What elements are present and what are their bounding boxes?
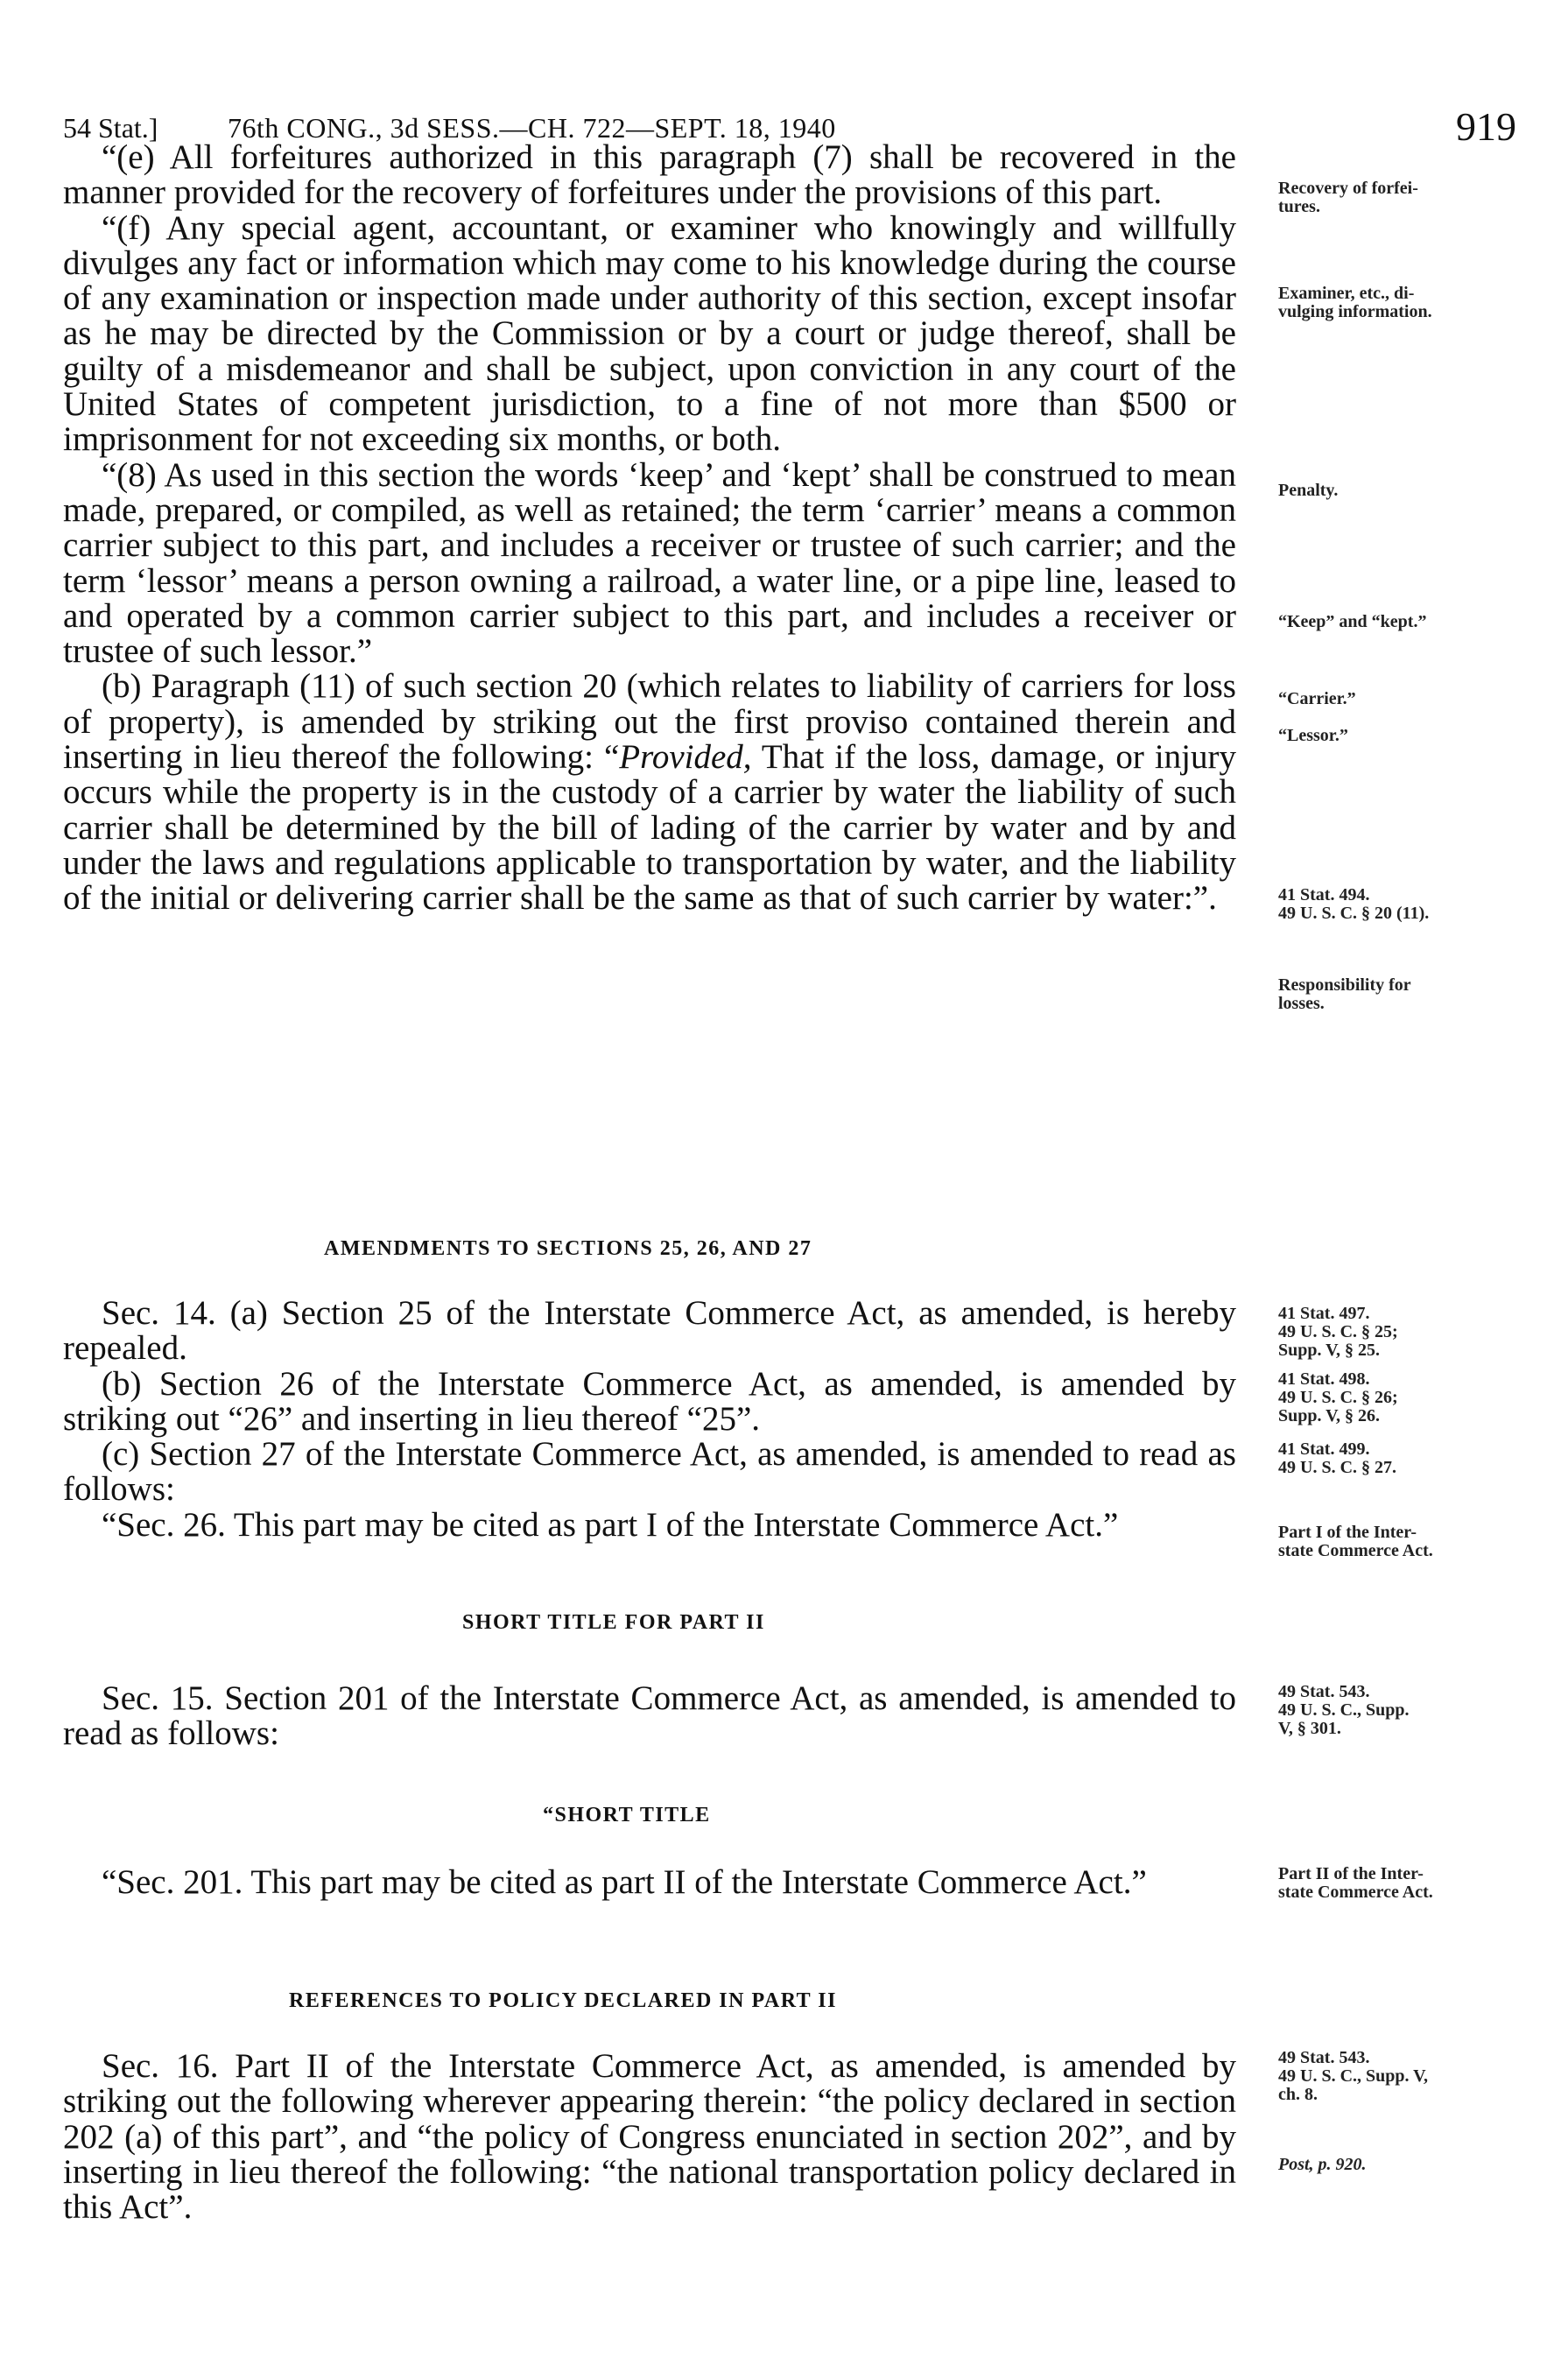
margin-note-lessor: “Lessor.”: [1278, 726, 1348, 745]
paragraph-f: “(f) Any special agent, accountant, or examiner who knowingly and willfully divulges any fact or information which may come to his knowledge during the course of any examination or inspection made under authority of this section, except insofar as he may be directed by the Commission or by a court or judge thereof, shall be guilty of a misdemeanor and shall be subject, upon conviction in any court of the United States of competent jurisdiction, to a fine of not more than $500 or imprisonment for not exceeding six months, or both.: [63, 208, 1236, 459]
paragraph-b-text: (b) Paragraph (11) of such section 20 (which relates to liability of carriers for loss of property), is amended by striking out the first proviso contained therein and inserting in lieu thereof the following: “: [63, 667, 1236, 777]
margin-note-49-stat-543-ch8: 49 Stat. 543. 49 U. S. C., Supp. V, ch. 8.: [1278, 2048, 1429, 2104]
paragraph-e: “(e) All forfeitures authorized in this paragraph (7) shall be recovered in the manner provided for the recovery of forfeitures under the provisions of this part.: [63, 138, 1236, 212]
section-14-b: (b) Section 26 of the Interstate Commerce Act, as amended, is amended by striking out “26” and inserting in lieu thereof “25”.: [63, 1364, 1236, 1438]
margin-note-responsibility: Responsibility for losses.: [1278, 975, 1411, 1013]
volume-citation: 54 Stat.]: [63, 112, 158, 144]
margin-note-post: Post, p. 920.: [1278, 2155, 1367, 2174]
text-block-4: [63, 1865, 1236, 1900]
margin-note-part-2: Part II of the Inter- state Commerce Act.: [1278, 1864, 1433, 1902]
paragraph-b-proviso: That if the loss, damage, or injury occurs while the property is in the custody of a carrier by water the liability of such carrier shall be determined by the bill of lading of the carrier by water and by and under the laws and regulations applicable to transportation by water, and the liability of the initial or delivering carrier shall be the same as that of such carrier by water:”.: [63, 738, 1236, 918]
margin-note-keep-kept: “Keep” and “kept.”: [1278, 612, 1427, 631]
heading-amendments: AMENDMENTS TO SECTIONS 25, 26, AND 27: [324, 1237, 812, 1260]
paragraph-b: [63, 669, 1236, 916]
margin-note-examiner: Examiner, etc., di- vulging information.: [1278, 284, 1432, 321]
margin-note-recovery: Recovery of forfei- tures.: [1278, 179, 1418, 216]
heading-short-title: “SHORT TITLE: [543, 1804, 711, 1826]
paragraph-8: “(8) As used in this section the words ‘keep’ and ‘kept’ shall be construed to mean made, prepared, or compiled, as well as retained; the term ‘carrier’ means a common carrier subject to this part, and includes a receiver or trustee of such carrier; and the term ‘lessor’ means a person owning a railroad, a water line, or a pipe line, leased to and operated by a common carrier subject to this part, and includes a receiver or trustee of such lessor.”: [63, 455, 1236, 671]
session-line: 76th CONG., 3d SESS.—CH. 722—SEPT. 18, 1940: [228, 112, 836, 144]
section-14-a: Sec. 14. (a) Section 25 of the Interstate Commerce Act, as amended, is hereby repealed.: [63, 1294, 1236, 1368]
heading-references: REFERENCES TO POLICY DECLARED IN PART II: [289, 1989, 837, 2012]
section-15: Sec. 15. Section 201 of the Interstate Commerce Act, as amended, is amended to read as follows:: [63, 1679, 1236, 1753]
margin-note-penalty: Penalty.: [1278, 481, 1339, 500]
text-block-5: [63, 2049, 1236, 2225]
heading-short-title-part-2: SHORT TITLE FOR PART II: [462, 1611, 765, 1634]
text-block-3: [63, 1681, 1236, 1752]
margin-note-41-stat-494: 41 Stat. 494. 49 U. S. C. § 20 (11).: [1278, 885, 1430, 923]
text-block-1: [63, 140, 1236, 917]
provided-word: Provided,: [619, 738, 752, 777]
margin-note-49-stat-543: 49 Stat. 543. 49 U. S. C., Supp. V, § 301.: [1278, 1682, 1410, 1738]
text-block-2: [63, 1296, 1236, 1543]
margin-note-41-stat-497: 41 Stat. 497. 49 U. S. C. § 25; Supp. V, § 25.: [1278, 1304, 1398, 1360]
margin-note-41-stat-499: 41 Stat. 499. 49 U. S. C. § 27.: [1278, 1439, 1397, 1477]
margin-note-41-stat-498: 41 Stat. 498. 49 U. S. C. § 26; Supp. V, § 26.: [1278, 1369, 1398, 1425]
margin-note-carrier: “Carrier.”: [1278, 689, 1356, 708]
section-14-c: (c) Section 27 of the Interstate Commerce Act, as amended, is amended to read as follows:: [63, 1435, 1236, 1509]
section-14-quote: “Sec. 26. This part may be cited as part I of the Interstate Commerce Act.”: [102, 1505, 1119, 1544]
section-16: Sec. 16. Part II of the Interstate Commerce Act, as amended, is amended by striking out the following wherever appearing therein: “the policy declared in section 202 (a) of this part”, and “the policy of Congress enunciated in section 202”, and by inserting in lieu thereof the following: “the national transportation policy declared in this Act”.: [63, 2047, 1236, 2227]
section-15-quote: “Sec. 201. This part may be cited as part II of the Interstate Commerce Act.”: [102, 1863, 1147, 1901]
margin-note-part-1: Part I of the Inter- state Commerce Act.: [1278, 1523, 1433, 1560]
page-number: 919: [1456, 104, 1516, 149]
